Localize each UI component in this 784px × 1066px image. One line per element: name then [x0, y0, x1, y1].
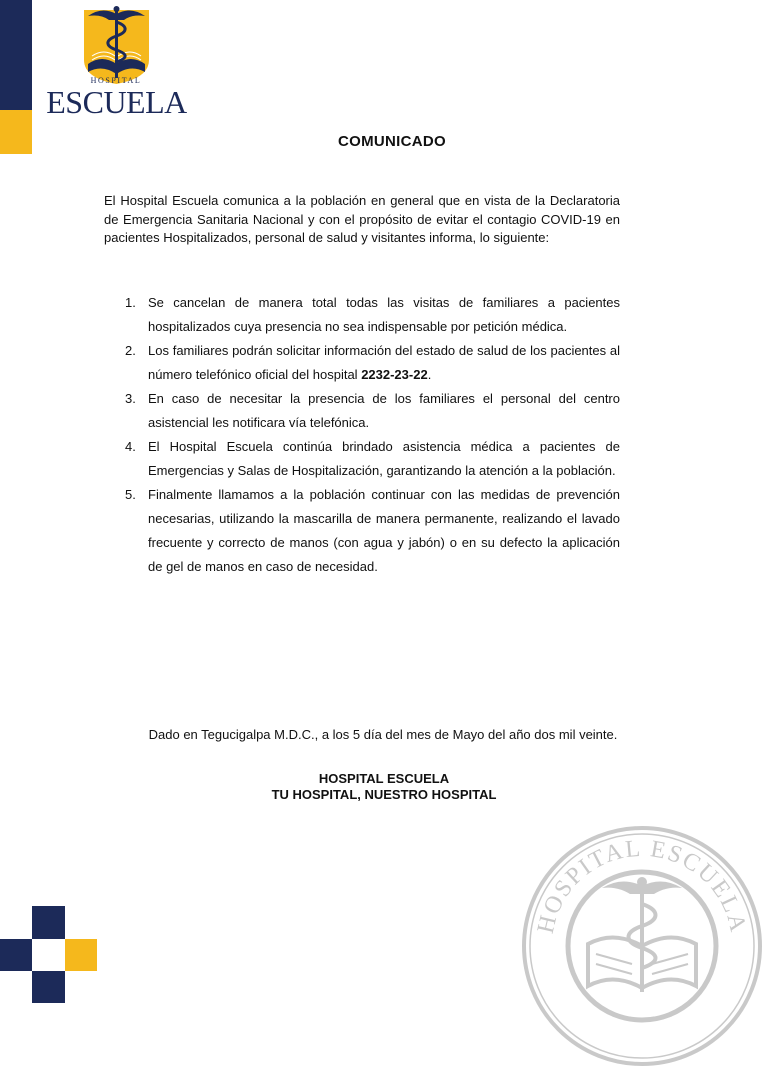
list-item-text-end: .	[427, 367, 432, 382]
list-item-number: 1.	[125, 295, 136, 310]
list-item	[104, 483, 620, 579]
signoff-date: Dado en Tegucigalpa M.D.C., a los 5 día del mes de Mayo del año dos mil veinte.	[148, 727, 618, 742]
org-name: HOSPITAL ESCUELA	[318, 771, 450, 786]
list-item	[104, 435, 620, 483]
top-left-navy-bar	[0, 0, 32, 110]
list-item-text: El Hospital Escuela continúa brindado asistencia médica a pacientes de Emergencias y Salas de Hospitalización, garantizando la atención a la población.	[148, 439, 620, 478]
list-item-number: 4.	[125, 439, 136, 454]
list-item-text: Los familiares podrán solicitar información del estado de salud de los pacientes al número telefónico oficial del hospital	[148, 343, 620, 382]
list-item-text: En caso de necesitar la presencia de los familiares el personal del centro asistencial les notificara vía telefónica.	[148, 391, 620, 430]
list-item-number: 5.	[125, 487, 136, 502]
logo-big-text: ESCUELA	[46, 84, 187, 120]
logo-small-text: HOSPITAL	[90, 76, 142, 85]
page-title: COMUNICADO	[338, 133, 446, 150]
org-slogan: TU HOSPITAL, NUESTRO HOSPITAL	[271, 787, 497, 802]
list-item	[104, 339, 620, 387]
hospital-seal-watermark	[522, 826, 762, 1066]
list-item-text: Finalmente llamamos a la población continuar con las medidas de prevención necesarias, utilizando la mascarilla de manera permanente, realizando el lavado frecuente y correcto de manos (con agua y jabón) o en su defecto la aplicación de gel de manos en caso de necesidad.	[148, 487, 620, 574]
checker-decoration	[0, 904, 110, 1003]
list-item-number: 3.	[125, 391, 136, 406]
intro-paragraph: El Hospital Escuela comunica a la población en general que en vista de la Declaratoria de Emergencia Sanitaria Nacional y con el propósito de evitar el contagio COVID-19 en pacientes Hospitalizados, personal de salud y visitantes informa, lo siguiente:	[104, 193, 620, 245]
list-item	[104, 291, 620, 339]
list-item-text: Se cancelan de manera total todas las visitas de familiares a pacientes hospitalizados cuya presencia no sea indispensable por petición médica.	[148, 295, 620, 334]
list-item-number: 2.	[125, 343, 136, 358]
list-item	[104, 387, 620, 435]
svg-text:HOSPITAL ESCUELA: HOSPITAL ESCUELA	[532, 835, 752, 936]
phone-number: 2232-23-22	[361, 367, 428, 382]
organization-signature	[0, 771, 768, 803]
announcement-list	[104, 291, 620, 579]
